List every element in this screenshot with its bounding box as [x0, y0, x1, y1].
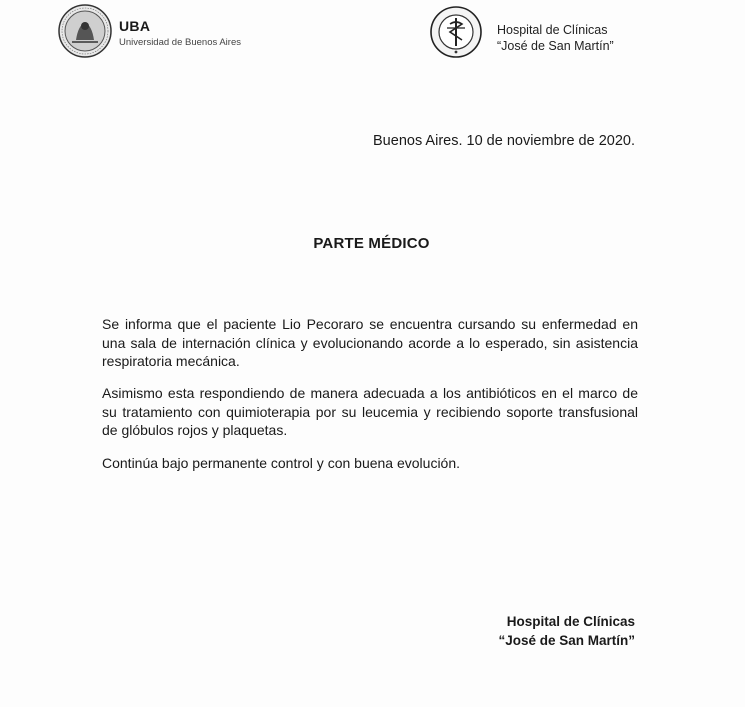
uba-seal-icon: [58, 4, 112, 58]
uba-name: UBA: [119, 18, 151, 34]
uba-subtitle: Universidad de Buenos Aires: [119, 37, 241, 48]
document-title: [0, 235, 745, 252]
paragraph-3: Continúa bajo permanente control y con buena evolución.: [102, 455, 461, 471]
hospital-header-line2: “José de San Martín”: [497, 39, 614, 53]
signature-line1: Hospital de Clínicas: [506, 614, 635, 629]
document-title-text: PARTE MÉDICO: [313, 235, 430, 252]
document-date: Buenos Aires. 10 de noviembre de 2020.: [373, 133, 635, 149]
hospital-header-line1: Hospital de Clínicas: [497, 23, 608, 37]
hospital-header: [497, 22, 614, 54]
hospital-seal-icon: [430, 6, 482, 58]
paragraph-1: Se informa que el paciente Lio Pecoraro se encuentra cursando su enfermedad en una sala de internación clínica y evolucionando acorde a lo esperado, sin asistencia respiratoria mecánica.: [102, 316, 638, 369]
paragraph-2: Asimismo esta respondiendo de manera adecuada a los antibióticos en el marco de su tratamiento con quimioterapia por su leucemia y recibiendo soporte transfusional de glóbulos rojos y plaquetas.: [102, 385, 638, 438]
signature-block: [498, 612, 635, 650]
signature-line2: “José de San Martín”: [498, 633, 635, 648]
